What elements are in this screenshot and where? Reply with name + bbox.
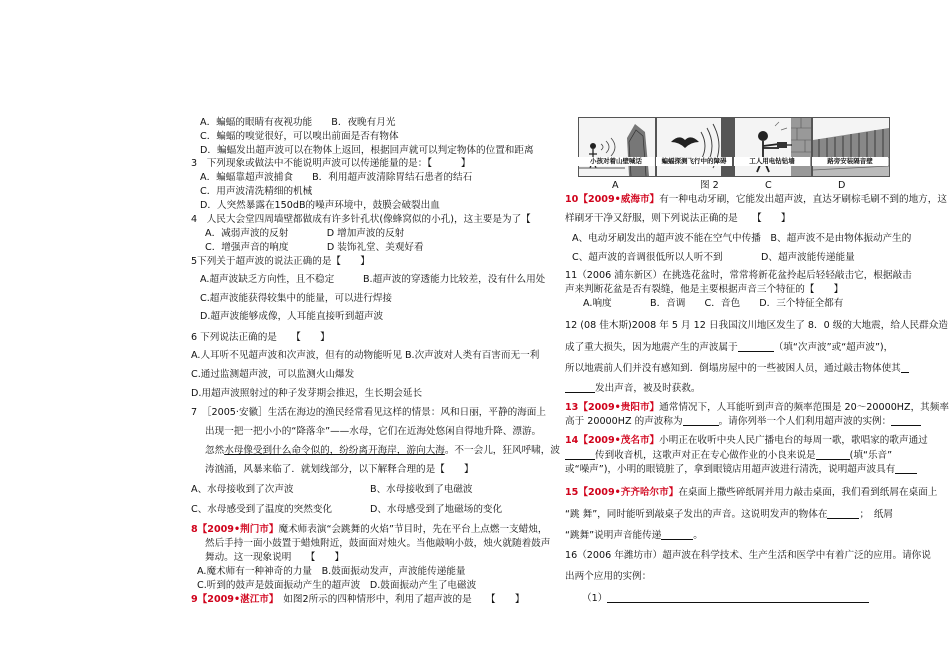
q12-stem-2: 成了重大损失，因为地震产生的声波属于 （填“次声波”或“超声波”)， [565,342,894,353]
q3-option-d: D．人突然暴露在150dB的噪声环境中，鼓膜会破裂出血 [200,200,440,211]
source-tag: 15【2009•齐齐哈尔市】 [565,487,679,498]
figure-c-letter: C [765,180,772,191]
q2-options-ab: A．蝙蝠的眼睛有夜视功能 B．夜晚有月光 [200,117,396,128]
q6-stem: 6 下列说法正确的是 【 】 [191,332,330,343]
figure-a-letter: A [612,180,619,191]
bat-echolocation-icon [657,118,733,176]
answer-blank[interactable] [683,415,719,426]
source-tag: 14【2009•茂名市】 [565,435,660,446]
q7-option-c: C、水母感受到了温度的突然变化 [191,504,333,515]
q2-option-c: C．蝙蝠的嗅觉很好，可以嗅出前面是否有物体 [200,131,399,142]
q8-stem-1: 8【2009•荆门市】魔术师表演“会跳舞的火焰”节目时，先在平台上点燃一支蜡烛， [191,524,548,535]
sound-barrier-wall-icon [813,118,889,176]
source-tag: 10【2009•威海市】 [565,194,660,205]
q7-option-b: B、水母接收到了电磁波 [370,484,473,495]
q5-stem: 5下列关于超声波的说法正确的是【 】 [191,256,370,267]
q6-options-ab: A.人耳听不见超声波和次声波，但有的动物能听见 B.次声波对人类有百害而无一利 [191,350,540,361]
figure-label: 图 2 [700,180,719,191]
answer-blank[interactable] [816,449,850,460]
q5-option-c: C.超声波能获得较集中的能量，可以进行焊接 [200,293,393,304]
q11-stem-1: 11（2006 浦东新区）在挑选花盆时，常常将新花盆拎起后轻轻敲击它，根据敲击 [565,270,912,281]
q8-stem-2: 然后手持一面小鼓置于蜡烛附近，鼓面面对烛火。当他敲响小鼓，烛火就随着鼓声 [205,538,551,549]
q7-stem-3: 忽然水母像受到什么命令似的，纷纷离开海岸，游向大海。不一会儿，狂风呼啸，波 [205,445,560,456]
q7-stem-4: 涛汹涌，风暴来临了．就划线部分，以下解释合理的是【 】 [205,464,474,475]
q5-option-d: D.超声波能够成像，人耳能直接听到超声波 [200,311,384,322]
answer-blank[interactable] [901,362,909,373]
q10-options-ab: A、电动牙刷发出的超声波不能在空气中传播 B、超声波不是由物体振动产生的 [572,233,912,244]
q8-options-ab: A.魔术师有一种神奇的力量 B.鼓面振动发声，声波能传递能量 [197,566,466,577]
child-shouting-icon [579,118,655,176]
q8-stem-3: 舞动。这一现象说明 【 】 [205,552,345,563]
source-tag: 9【2009•湛江市】 [191,594,274,605]
q6-option-d: D.用超声波照射过的种子发芽期会推迟，生长期会延长 [191,388,423,399]
q11-stem-2: 声来判断花盆是否有裂缝，他是主要根据声音三个特征的【 】 [565,284,844,295]
figure-a-caption: 小孩对着山壁喊话 [578,157,654,166]
q7-stem-1: 7 ［2005·安徽］生活在海边的渔民经常看见这样的情景：风和日丽，平静的海面上 [191,407,546,418]
q4-stem: 4 人民大会堂四周墙壁都做成有许多针孔状(像蜂窝似的小孔)，这主要是为了【 [191,214,531,225]
q15-stem-1: 15【2009•齐齐哈尔市】在桌面上撒些碎纸屑并用力敲击桌面，我们看到纸屑在桌面上 [565,487,938,498]
q14-stem-1: 14【2009•茂名市】小明正在收听中央人民广播电台的每周一歌，歌唱家的歌声通过 [565,435,928,446]
q14-stem-3: 或“噪声”)，小明的眼镜脏了，拿到眼镜店用超声波进行清洗，说明超声波具有 [565,463,917,476]
answer-blank[interactable] [565,449,595,460]
q10-options-cd: C、超声波的音调很低所以人听不到 D、超声波能传递能量 [572,252,855,263]
q4-options-ab: A．减弱声波的反射 D 增加声波的反射 [205,228,405,239]
figure-a-image [578,117,656,177]
q5-options-ab: A.超声波缺乏方向性，且不稳定 B.超声波的穿透能力比较差，没有什么用处 [200,274,546,285]
q2-option-d: D．蝙蝠发出超声波可以在物体上返回，根据回声就可以判定物体的位置和距离 [200,145,534,156]
figure-d-image [812,117,890,177]
q8-options-cd: C.听到的鼓声是鼓面振动产生的超声波 D.鼓面振动产生了电磁波 [197,580,477,591]
q4-options-cd: C．增强声音的响度 D 装饰礼堂、美观好看 [205,242,424,253]
q16-stem-2: 出两个应用的实例： [565,571,652,582]
source-tag: 8【2009•荆门市】 [191,524,279,535]
q12-stem-3: 所以地震前人们并没有感知到．倒塌房屋中的一些被困人员，通过敲击物体使其 [565,362,909,375]
q15-stem-3: “跳舞”说明声音能传递 。 [565,530,703,541]
q11-options: A.响度 B．音调 C．音色 D．三个特征全都有 [583,298,844,309]
q6-option-c: C.通过监测超声波，可以监测火山爆发 [191,369,355,380]
q10-stem-1: 10【2009•威海市】有一种电动牙刷，它能发出超声波，直达牙刷棕毛刷不到的地方，这 [565,194,947,205]
q3-option-c: C．用声波清洗精细的机械 [200,186,313,197]
answer-blank[interactable] [565,382,595,393]
figure-b-caption: 蝙蝠探测飞行中的障碍 [656,157,732,166]
answer-line[interactable] [607,592,869,603]
q12-stem-1: 12 (08 佳木斯)2008 年 5 月 12 日我国汶川地区发生了 8．0 级的大地震，给人民群众造 [565,320,948,331]
q16-stem-1: 16（2006 年潍坊市）超声波在科学技术、生产生活和医学中有着广泛的应用。请你说 [565,550,931,561]
figure-c-image [734,117,812,177]
q13-stem-2: 高于 20000HZ 的声波称为 。请你列举一个人们利用超声波的实例： [565,415,921,428]
q14-stem-2: 传到收音机，这歌声对正在专心做作业的小良来说是 (填“乐音” [565,449,892,462]
figure-d-letter: D [838,180,846,191]
q9-stem: 9【2009•湛江市】 如图2所示的四种情形中，利用了超声波的是 【 】 [191,594,525,605]
q3-options-ab: A．蝙蝠靠超声波捕食 B．利用超声波清除胃结石患者的结石 [200,172,473,183]
q7-stem-2: 出现一把一把小小的“降落伞”——水母，它们在近海处悠闲自得地升降、漂游。 [205,426,542,437]
q7-option-d: D、水母感受到了地磁场的变化 [370,504,503,515]
source-tag: 13【2009•贵阳市】 [565,402,660,413]
answer-blank[interactable] [661,529,693,540]
q10-stem-2: 样刷牙干净又舒服，则下列说法正确的是 【 】 [565,213,791,224]
answer-blank[interactable] [891,415,921,426]
answer-blank[interactable] [827,508,859,519]
q12-stem-4: 发出声音，被及时获救。 [565,382,701,395]
figure-d-caption: 路旁安装隔音壁 [812,157,888,166]
figure-c-caption: 工人用电钻钻墙 [734,157,810,166]
q3-stem: 3 下列现象或做法中不能说明声波可以传递能量的是：【 】 [191,158,471,169]
underlined-phrase: 水母像受到什么命令似的，纷纷离开海岸，游向大海 [224,445,445,456]
q13-stem-1: 13【2009•贵阳市】通常情况下，人耳能听到声音的频率范围是 20～20000HZ，其频率 [565,402,949,413]
q15-stem-2: “跳 舞”，同时能听到敲桌子发出的声音。这说明发声的物体在 ； 纸屑 [565,509,894,520]
q16-answer-1: （1） [582,592,869,605]
answer-blank[interactable] [738,341,774,352]
q7-option-a: A、水母接收到了次声波 [191,484,294,495]
worker-drilling-icon [735,118,811,176]
answer-blank[interactable] [895,463,917,474]
figure-b-image [656,117,734,177]
